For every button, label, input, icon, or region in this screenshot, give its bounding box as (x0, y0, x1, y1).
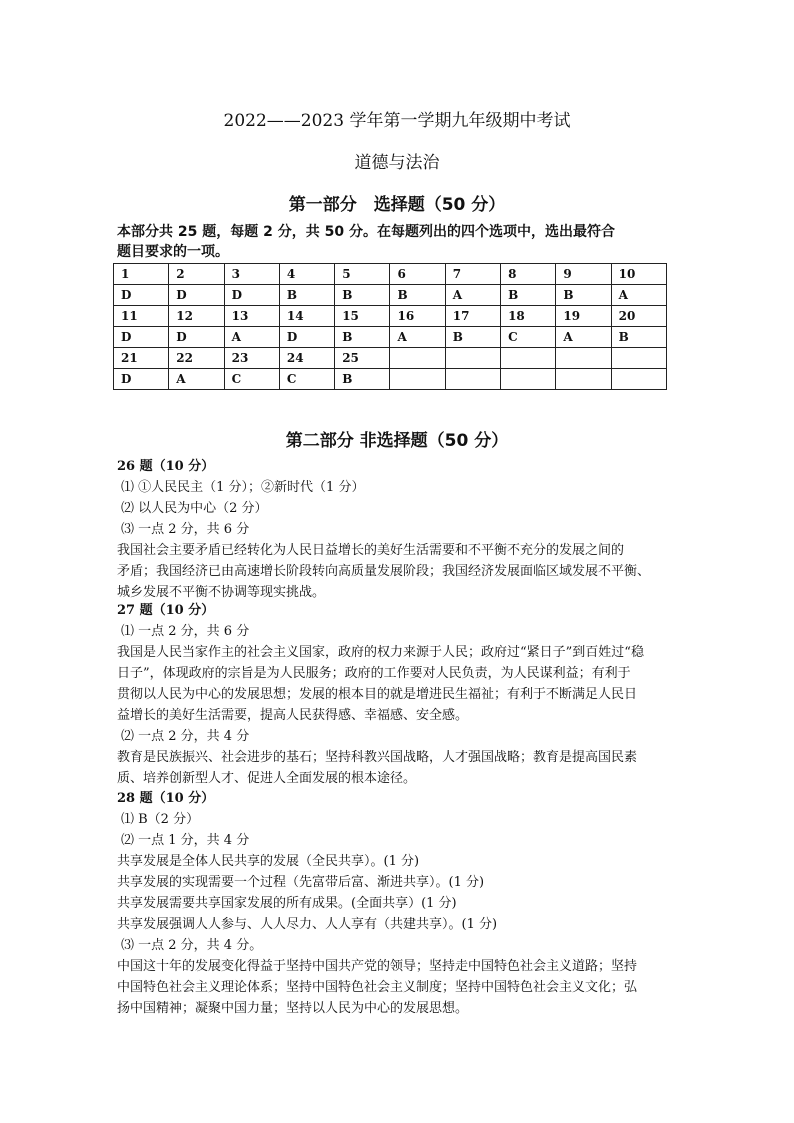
answer-line: 日子”，体现政府的宗旨是为人民服务；政府的工作要对人民负责，为人民谋利益；有利于 (117, 666, 631, 681)
answer-cell: D (169, 285, 224, 306)
answer-table (113, 263, 667, 390)
question-number-cell (390, 348, 445, 369)
question-number-cell (556, 348, 611, 369)
answer-cell (611, 369, 666, 390)
question-number-cell: 15 (335, 306, 390, 327)
answer-cell: B (611, 327, 666, 348)
answer-cell: B (279, 285, 334, 306)
answer-cell: C (224, 369, 279, 390)
answer-cell (390, 369, 445, 390)
question-number-cell: 22 (169, 348, 224, 369)
answer-cell: B (335, 327, 390, 348)
answer-cell: A (390, 327, 445, 348)
answer-cell: D (114, 327, 169, 348)
question-number-cell: 3 (224, 264, 279, 285)
answer-line: 益增长的美好生活需要，提高人民获得感、幸福感、安全感。 (117, 708, 469, 723)
answer-line: 中国特色社会主义理论体系；坚持中国特色社会主义制度；坚持中国特色社会主义文化；弘 (117, 980, 638, 995)
part1-heading: 第一部分 选择题（50 分） (288, 195, 506, 215)
question-number-cell: 4 (279, 264, 334, 285)
question-number-cell: 8 (501, 264, 556, 285)
question-number-row (114, 264, 667, 285)
exam-title: 2022——2023 学年第一学期九年级期中考试 (223, 111, 571, 131)
answer-line: 我国是人民当家作主的社会主义国家，政府的权力来源于人民；政府过“紧日子”到百姓过“稳 (117, 645, 644, 660)
question-number-cell: 25 (335, 348, 390, 369)
question-title: 28 题（10 分） (117, 791, 215, 806)
answer-cell: B (335, 285, 390, 306)
question-number-cell: 1 (114, 264, 169, 285)
answer-line: 共享发展是全体人民共享的发展（全民共享）。(1 分) (117, 854, 420, 869)
question-number-cell: 23 (224, 348, 279, 369)
answer-line: ⑶ 一点 2 分，共 6 分 (121, 522, 250, 537)
answer-row (114, 285, 667, 306)
answer-cell: C (501, 327, 556, 348)
question-number-row (114, 348, 667, 369)
question-number-cell (501, 348, 556, 369)
answer-line: 共享发展需要共享国家发展的所有成果。(全面共享）(1 分) (117, 896, 457, 911)
question-number-cell: 17 (445, 306, 500, 327)
question-number-cell: 9 (556, 264, 611, 285)
question-number-cell (611, 348, 666, 369)
answer-cell: C (279, 369, 334, 390)
answer-cell: B (335, 369, 390, 390)
answer-line: 质、培养创新型人才、促进人全面发展的根本途径。 (117, 771, 417, 786)
question-number-cell: 21 (114, 348, 169, 369)
question-number-cell: 14 (279, 306, 334, 327)
answer-cell: A (169, 369, 224, 390)
question-number-cell: 2 (169, 264, 224, 285)
question-number-cell: 10 (611, 264, 666, 285)
answer-cell (501, 369, 556, 390)
instruction-line: 本部分共 25 题，每题 2 分，共 50 分。在每题列出的四个选项中，选出最符合 (117, 224, 615, 240)
answer-line: 扬中国精神；凝聚中国力量；坚持以人民为中心的发展思想。 (117, 1001, 469, 1016)
answer-line: 矛盾；我国经济已由高速增长阶段转向高质量发展阶段；我国经济发展面临区域发展不平衡、 (117, 564, 651, 579)
answer-line: ⑵ 一点 2 分，共 4 分 (121, 729, 250, 744)
answer-cell: B (556, 285, 611, 306)
answer-line: 中国这十年的发展变化得益于坚持中国共产党的领导；坚持走中国特色社会主义道路；坚持 (117, 959, 638, 974)
answer-row (114, 369, 667, 390)
answer-cell (556, 369, 611, 390)
answer-lines (117, 809, 683, 1019)
answer-line: 共享发展的实现需要一个过程（先富带后富、渐进共享）。(1 分) (117, 875, 485, 890)
answer-line: 我国社会主要矛盾已经转化为人民日益增长的美好生活需要和不平衡不充分的发展之间的 (117, 543, 625, 558)
question-number-cell: 7 (445, 264, 500, 285)
answer-cell: D (169, 327, 224, 348)
question-number-cell: 5 (335, 264, 390, 285)
question-26 (117, 456, 683, 603)
answer-cell: A (445, 285, 500, 306)
answer-cell: D (114, 369, 169, 390)
question-27 (117, 600, 683, 789)
answer-line: 共享发展强调人人参与、人人尽力、人人享有（共建共享）。(1 分) (117, 917, 498, 932)
answer-cell: B (501, 285, 556, 306)
answer-lines (117, 621, 683, 789)
answer-cell: B (445, 327, 500, 348)
answer-line: ⑴ 一点 2 分，共 6 分 (121, 624, 250, 639)
answer-cell (445, 369, 500, 390)
answer-line: ⑵ 一点 1 分，共 4 分 (121, 833, 250, 848)
answer-row (114, 327, 667, 348)
question-number-cell: 13 (224, 306, 279, 327)
answer-cell: D (114, 285, 169, 306)
question-number-row (114, 306, 667, 327)
answer-line: ⑶ 一点 2 分，共 4 分。 (121, 938, 263, 953)
question-number-cell: 12 (169, 306, 224, 327)
answer-line: ⑴ B（2 分） (121, 812, 200, 827)
question-number-cell (445, 348, 500, 369)
question-number-cell: 18 (501, 306, 556, 327)
question-number-cell: 24 (279, 348, 334, 369)
question-28 (117, 788, 683, 1019)
instruction-line: 题目要求的一项。 (117, 244, 229, 260)
question-number-cell: 11 (114, 306, 169, 327)
answer-line: ⑵ 以人民为中心（2 分） (121, 501, 268, 516)
part2-heading: 第二部分 非选择题（50 分） (285, 431, 509, 451)
answer-cell: A (556, 327, 611, 348)
answer-line: ⑴ ①人民民主（1 分）；②新时代（1 分） (121, 480, 365, 495)
answer-cell: A (611, 285, 666, 306)
answer-cell: D (279, 327, 334, 348)
question-number-cell: 16 (390, 306, 445, 327)
answer-line: 贯彻以人民为中心的发展思想；发展的根本目的就是增进民生福祉；有利于不断满足人民日 (117, 687, 638, 702)
question-number-cell: 6 (390, 264, 445, 285)
answer-lines (117, 477, 683, 603)
answer-cell: A (224, 327, 279, 348)
part1-instructions (117, 222, 683, 262)
answer-cell: D (224, 285, 279, 306)
answer-cell: B (390, 285, 445, 306)
subject-title: 道德与法治 (354, 153, 440, 173)
question-number-cell: 20 (611, 306, 666, 327)
question-number-cell: 19 (556, 306, 611, 327)
question-title: 26 题（10 分） (117, 459, 215, 474)
answer-line: 城乡发展不平衡不协调等现实挑战。 (117, 585, 326, 600)
answer-line: 教育是民族振兴、社会进步的基石；坚持科教兴国战略，人才强国战略；教育是提高国民素 (117, 750, 638, 765)
question-title: 27 题（10 分） (117, 603, 215, 618)
